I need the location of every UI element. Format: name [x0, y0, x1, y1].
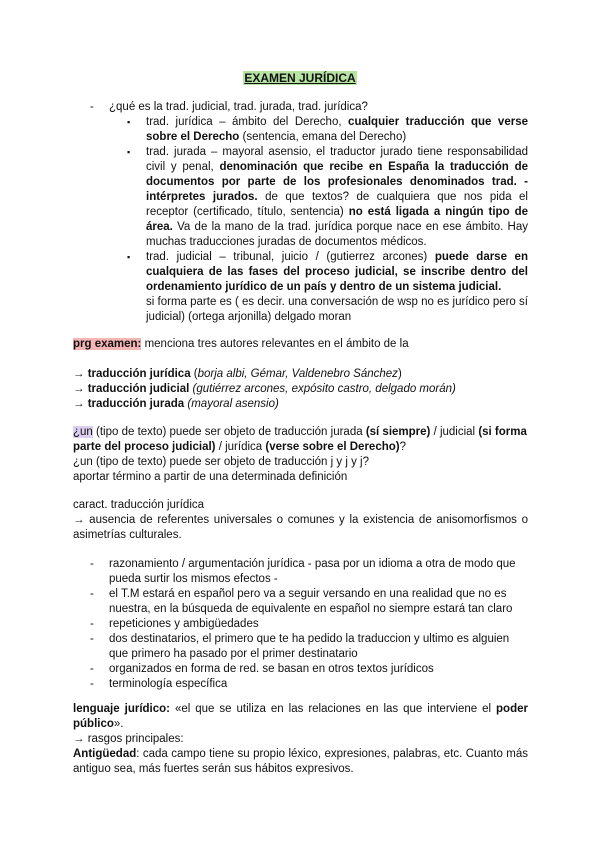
antiquity-feature: Antigüedad: cada campo tiene su propio léxico, expresiones, palabras, etc. Cuanto más antiguo sea, más fuertes serán sus hábitos expresivos. [73, 748, 528, 775]
answer-trad-jurada: ▪ trad. jurada – mayoral asensio, el traductor jurado tiene responsabilidad civil y penal, denominación que recibe en España la traducción de documentos por parte de los profesionales denominados trad. - intérpretes jurados. de que textos? de cualquiera que nos pida el receptor (certificado, título, sentencia) no está ligada a ningún tipo de área. Va de la mano de la trad. jurídica porque nace en ese ámbito. Hay muchas traducciones juradas de documentos médicos. [120, 145, 528, 250]
main-features-heading: → rasgos principales: [73, 733, 184, 745]
exam-question-section [73, 337, 528, 352]
question-2-section [73, 425, 528, 485]
question-1-list [73, 100, 528, 115]
question-2: ¿un (tipo de texto) puede ser objeto de traducción jurada (sí siempre) / judicial (si forma parte del proceso judicial) / jurídica (verse sobre el Derecho)? [73, 426, 527, 453]
list-item: - el T.M estará en español pero va a seguir versando en una realidad que no es nuestra, en la búsqueda de equivalente en español no siempre estará tan claro [73, 587, 528, 617]
answer-trad-juridica: ▪ trad. jurídica – ámbito del Derecho, cualquier traducción que verse sobre el Derecho (sentencia, emana del Derecho) [120, 115, 528, 145]
exam-label: prg examen: [73, 338, 142, 350]
characteristics-list-wrap [73, 557, 528, 692]
answer-trad-judicial: ▪ trad. judicial – tribunal, juicio / (gutierrez arcones) puede darse en cualquiera de las fases del proceso judicial, se inscribe dentro del ordenamiento jurídico de un país y dentro de un sistema judicial. si forma parte es ( es decir. una conversación de wsp no es jurídico pero sí judicial) (ortega arjonilla) delgado moran [120, 250, 528, 325]
authors-judicial: → traducción judicial (gutiérrez arcones, expósito castro, delgado morán) [73, 383, 456, 395]
document-title: EXAMEN JURÍDICA [244, 71, 356, 85]
legal-language-section [73, 702, 528, 777]
legal-language-definition: lenguaje jurídico: «el que se utiliza en las relaciones en las que interviene el poder público». [73, 703, 528, 730]
question-2-note: aportar término a partir de una determinada definición [73, 471, 348, 483]
characteristics-intro: → ausencia de referentes universales o comunes y la existencia de anisomorfismos o asimetrías culturales. [73, 514, 528, 541]
characteristics-list [73, 557, 528, 692]
authors-jurada: → traducción jurada (mayoral asensio) [73, 398, 279, 410]
list-item: - dos destinatarios, el primero que te ha pedido la traduccion y ultimo es alguien que primero ha pasado por el primer destinatario [73, 632, 528, 662]
list-item: - razonamiento / argumentación jurídica - pasa por un idioma a otra de modo que pueda surtir los mismos efectos - [73, 557, 528, 587]
list-item: - terminología específica [73, 677, 528, 692]
characteristics-section [73, 498, 528, 543]
authors-list [73, 367, 528, 412]
question-1-answers [73, 115, 528, 325]
exam-question: prg examen: menciona tres autores relevantes en el ámbito de la [73, 338, 409, 350]
question-1: - ¿qué es la trad. judicial, trad. jurada, trad. jurídica? [73, 100, 528, 115]
question-2-variant: ¿un (tipo de texto) puede ser objeto de traducción j y j y j? [73, 456, 369, 468]
characteristics-heading: caract. traducción jurídica [73, 499, 205, 511]
question-1-section [73, 100, 528, 325]
list-item: - repeticiones y ambigüedades [73, 617, 528, 632]
authors-juridica: → traducción jurídica (borja albi, Gémar, Valdenebro Sánchez) [73, 368, 402, 380]
list-item: - organizados en forma de red. se basan en otros textos jurídicos [73, 662, 528, 677]
